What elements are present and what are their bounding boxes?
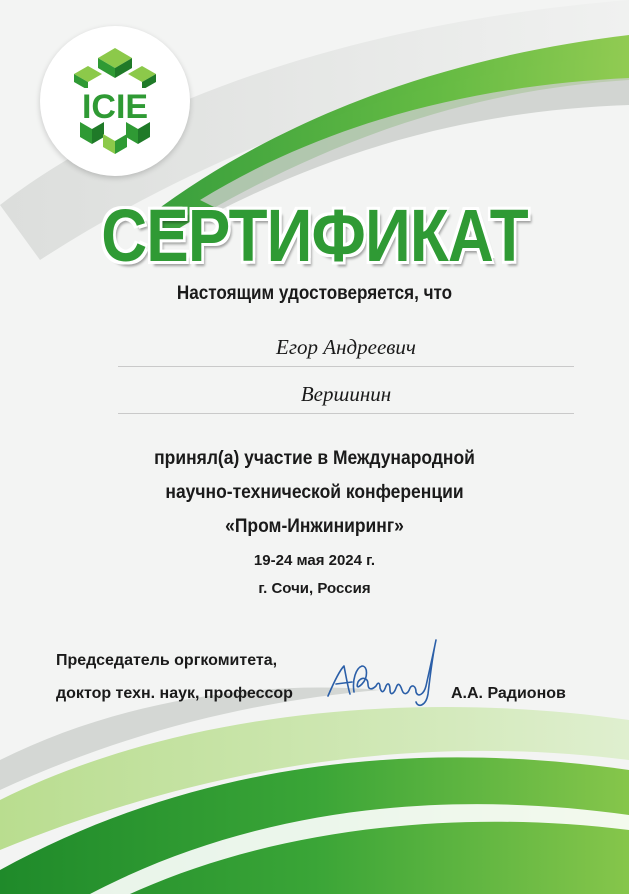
signatory-name: А.А. Радионов xyxy=(451,685,566,702)
conference-name: «Пром-Инжиниринг» xyxy=(225,516,404,537)
signatory-role-line-1: Председатель оргкомитета, xyxy=(56,652,278,669)
body-text-line-2: научно-технической конференции xyxy=(165,482,464,503)
conference-dates: 19-24 мая 2024 г. xyxy=(253,552,376,569)
signatory-role-line-2: доктор техн. наук, профессор xyxy=(56,685,293,702)
certificate-subtitle: Настоящим удостоверяется, что xyxy=(176,283,453,304)
recipient-last-name: Вершинин xyxy=(118,381,574,414)
certificate-title: СЕРТИФИКАТ xyxy=(101,194,528,277)
body-text-line-1: принял(а) участие в Международной xyxy=(154,448,475,469)
recipient-first-name: Егор Андреевич xyxy=(118,334,574,367)
handwritten-signature xyxy=(322,632,448,714)
conference-location: г. Сочи, Россия xyxy=(258,580,371,597)
icie-logo xyxy=(40,26,190,176)
logo-text: ICIE xyxy=(81,88,149,126)
logo-badge xyxy=(40,26,190,176)
